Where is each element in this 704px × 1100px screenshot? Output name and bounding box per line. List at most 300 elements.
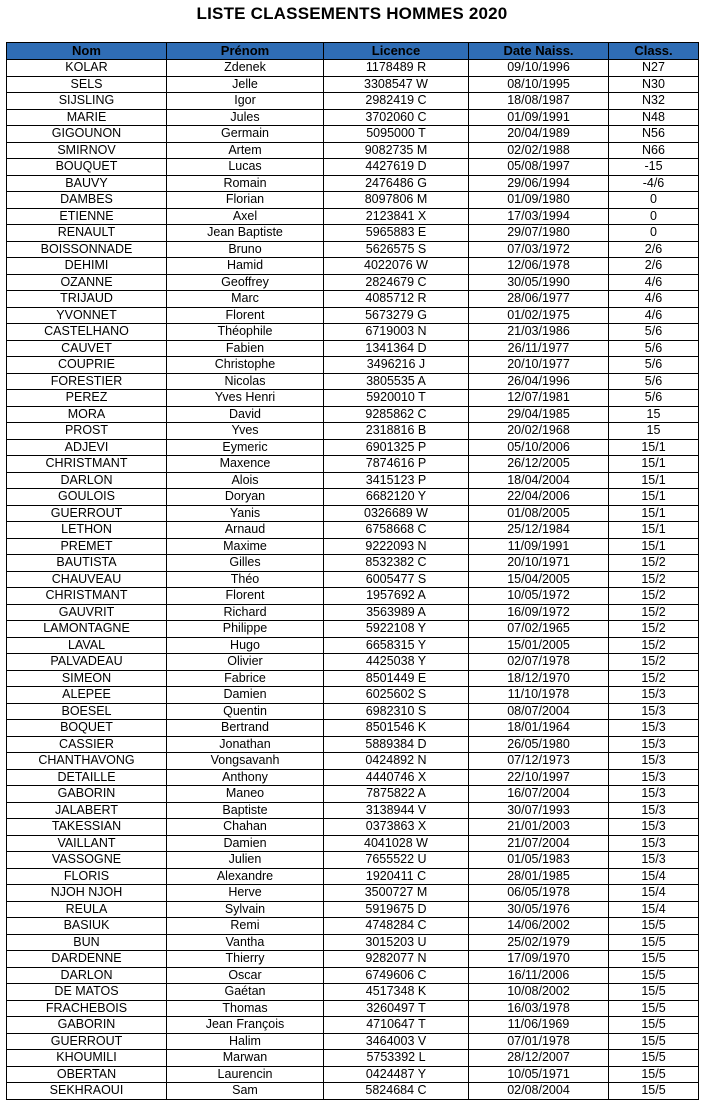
cell-nom: GABORIN — [7, 1017, 167, 1034]
cell-licence: 8097806 M — [324, 192, 469, 209]
table-row — [7, 192, 699, 209]
cell-prenom: Hugo — [167, 637, 324, 654]
column-header-licence: Licence — [324, 43, 469, 60]
table-row — [7, 835, 699, 852]
table-row — [7, 819, 699, 836]
cell-nom: KHOUMILI — [7, 1050, 167, 1067]
cell-prenom: Igor — [167, 93, 324, 110]
cell-classement: 15 — [609, 406, 699, 423]
cell-classement: N48 — [609, 109, 699, 126]
cell-date-naissance: 07/03/1972 — [469, 241, 609, 258]
cell-date-naissance: 15/01/2005 — [469, 637, 609, 654]
cell-prenom: Damien — [167, 835, 324, 852]
cell-nom: FRACHEBOIS — [7, 1000, 167, 1017]
cell-licence: 4022076 W — [324, 258, 469, 275]
table-row — [7, 159, 699, 176]
table-row — [7, 703, 699, 720]
cell-prenom: Thierry — [167, 951, 324, 968]
cell-classement: N66 — [609, 142, 699, 159]
table-row — [7, 720, 699, 737]
cell-classement: 4/6 — [609, 291, 699, 308]
cell-licence: 5922108 Y — [324, 621, 469, 638]
cell-licence: 5965883 E — [324, 225, 469, 242]
cell-nom: FORESTIER — [7, 373, 167, 390]
cell-nom: ADJEVI — [7, 439, 167, 456]
cell-licence: 7655522 U — [324, 852, 469, 869]
table-row — [7, 126, 699, 143]
cell-prenom: Yves Henri — [167, 390, 324, 407]
cell-nom: CASTELHANO — [7, 324, 167, 341]
table-row — [7, 753, 699, 770]
cell-nom: GIGOUNON — [7, 126, 167, 143]
cell-prenom: Yves — [167, 423, 324, 440]
cell-prenom: Fabrice — [167, 670, 324, 687]
cell-date-naissance: 07/12/1973 — [469, 753, 609, 770]
cell-date-naissance: 09/10/1996 — [469, 60, 609, 77]
cell-nom: GABORIN — [7, 786, 167, 803]
cell-classement: 15/3 — [609, 819, 699, 836]
cell-date-naissance: 29/07/1980 — [469, 225, 609, 242]
cell-date-naissance: 17/09/1970 — [469, 951, 609, 968]
table-row — [7, 489, 699, 506]
cell-prenom: Remi — [167, 918, 324, 935]
cell-date-naissance: 28/12/2007 — [469, 1050, 609, 1067]
cell-prenom: Florian — [167, 192, 324, 209]
cell-date-naissance: 01/09/1991 — [469, 109, 609, 126]
cell-classement: 5/6 — [609, 390, 699, 407]
table-row — [7, 258, 699, 275]
cell-licence: 4748284 C — [324, 918, 469, 935]
cell-date-naissance: 16/03/1978 — [469, 1000, 609, 1017]
table-row — [7, 456, 699, 473]
cell-classement: 15/5 — [609, 1050, 699, 1067]
cell-nom: TAKESSIAN — [7, 819, 167, 836]
table-row — [7, 885, 699, 902]
cell-nom: LAMONTAGNE — [7, 621, 167, 638]
table-row — [7, 208, 699, 225]
cell-nom: PALVADEAU — [7, 654, 167, 671]
cell-licence: 4425038 Y — [324, 654, 469, 671]
cell-date-naissance: 14/06/2002 — [469, 918, 609, 935]
table-row — [7, 1050, 699, 1067]
cell-nom: PREMET — [7, 538, 167, 555]
cell-nom: MARIE — [7, 109, 167, 126]
cell-date-naissance: 18/01/1964 — [469, 720, 609, 737]
cell-prenom: Maneo — [167, 786, 324, 803]
table-row — [7, 852, 699, 869]
cell-date-naissance: 26/12/2005 — [469, 456, 609, 473]
cell-date-naissance: 29/04/1985 — [469, 406, 609, 423]
cell-prenom: Quentin — [167, 703, 324, 720]
table-row — [7, 934, 699, 951]
cell-prenom: Jean Baptiste — [167, 225, 324, 242]
table-row — [7, 324, 699, 341]
column-header-nom: Nom — [7, 43, 167, 60]
cell-classement: N56 — [609, 126, 699, 143]
cell-nom: ALEPEE — [7, 687, 167, 704]
cell-classement: 15/4 — [609, 885, 699, 902]
cell-nom: PEREZ — [7, 390, 167, 407]
cell-nom: BOESEL — [7, 703, 167, 720]
cell-licence: 9082735 M — [324, 142, 469, 159]
cell-classement: 15/5 — [609, 1083, 699, 1100]
table-row — [7, 1083, 699, 1100]
cell-licence: 3563989 A — [324, 604, 469, 621]
cell-date-naissance: 26/11/1977 — [469, 340, 609, 357]
cell-prenom: Julien — [167, 852, 324, 869]
cell-licence: 6682120 Y — [324, 489, 469, 506]
cell-date-naissance: 18/12/1970 — [469, 670, 609, 687]
cell-prenom: Baptiste — [167, 802, 324, 819]
cell-date-naissance: 15/04/2005 — [469, 571, 609, 588]
cell-classement: 15/3 — [609, 703, 699, 720]
cell-licence: 0424892 N — [324, 753, 469, 770]
cell-date-naissance: 07/02/1965 — [469, 621, 609, 638]
cell-nom: REULA — [7, 901, 167, 918]
table-row — [7, 241, 699, 258]
cell-date-naissance: 16/09/1972 — [469, 604, 609, 621]
cell-prenom: Axel — [167, 208, 324, 225]
table-row — [7, 670, 699, 687]
cell-classement: 5/6 — [609, 357, 699, 374]
cell-nom: BAUTISTA — [7, 555, 167, 572]
cell-prenom: Chahan — [167, 819, 324, 836]
cell-prenom: Olivier — [167, 654, 324, 671]
cell-licence: 0373863 X — [324, 819, 469, 836]
cell-nom: ETIENNE — [7, 208, 167, 225]
cell-classement: 15/5 — [609, 1000, 699, 1017]
cell-nom: MORA — [7, 406, 167, 423]
cell-licence: 6758668 C — [324, 522, 469, 539]
cell-date-naissance: 12/07/1981 — [469, 390, 609, 407]
cell-licence: 9282077 N — [324, 951, 469, 968]
cell-licence: 1957692 A — [324, 588, 469, 605]
cell-date-naissance: 26/05/1980 — [469, 736, 609, 753]
table-row — [7, 654, 699, 671]
table-row — [7, 555, 699, 572]
cell-classement: 15/1 — [609, 472, 699, 489]
cell-prenom: David — [167, 406, 324, 423]
table-row — [7, 423, 699, 440]
cell-prenom: Richard — [167, 604, 324, 621]
cell-date-naissance: 30/05/1990 — [469, 274, 609, 291]
cell-date-naissance: 28/06/1977 — [469, 291, 609, 308]
cell-nom: SEKHRAOUI — [7, 1083, 167, 1100]
cell-licence: 4427619 D — [324, 159, 469, 176]
cell-classement: 15/5 — [609, 1066, 699, 1083]
cell-licence: 3702060 C — [324, 109, 469, 126]
cell-classement: 15/2 — [609, 621, 699, 638]
cell-classement: 2/6 — [609, 258, 699, 275]
cell-date-naissance: 22/10/1997 — [469, 769, 609, 786]
cell-nom: VASSOGNE — [7, 852, 167, 869]
table-row — [7, 802, 699, 819]
cell-classement: 15/5 — [609, 1033, 699, 1050]
cell-licence: 1341364 D — [324, 340, 469, 357]
cell-nom: SMIRNOV — [7, 142, 167, 159]
table-row — [7, 621, 699, 638]
cell-licence: 6005477 S — [324, 571, 469, 588]
cell-classement: 15/5 — [609, 1017, 699, 1034]
cell-nom: BAUVY — [7, 175, 167, 192]
table-row — [7, 769, 699, 786]
cell-date-naissance: 26/04/1996 — [469, 373, 609, 390]
cell-date-naissance: 02/08/2004 — [469, 1083, 609, 1100]
cell-date-naissance: 01/05/1983 — [469, 852, 609, 869]
cell-date-naissance: 01/08/2005 — [469, 505, 609, 522]
cell-prenom: Marwan — [167, 1050, 324, 1067]
cell-date-naissance: 05/10/2006 — [469, 439, 609, 456]
cell-prenom: Vantha — [167, 934, 324, 951]
cell-nom: CASSIER — [7, 736, 167, 753]
cell-date-naissance: 08/10/1995 — [469, 76, 609, 93]
cell-classement: 15/2 — [609, 555, 699, 572]
cell-classement: 15/3 — [609, 720, 699, 737]
cell-licence: 4710647 T — [324, 1017, 469, 1034]
table-row — [7, 967, 699, 984]
cell-licence: 2123841 X — [324, 208, 469, 225]
cell-nom: BOQUET — [7, 720, 167, 737]
cell-licence: 2824679 C — [324, 274, 469, 291]
cell-classement: 5/6 — [609, 340, 699, 357]
table-row — [7, 60, 699, 77]
cell-prenom: Maxime — [167, 538, 324, 555]
cell-classement: 5/6 — [609, 324, 699, 341]
cell-classement: 15/1 — [609, 456, 699, 473]
cell-prenom: Oscar — [167, 967, 324, 984]
cell-nom: LAVAL — [7, 637, 167, 654]
cell-licence: 7875822 A — [324, 786, 469, 803]
table-row — [7, 225, 699, 242]
cell-licence: 2476486 G — [324, 175, 469, 192]
cell-classement: 15/5 — [609, 967, 699, 984]
cell-licence: 6658315 Y — [324, 637, 469, 654]
cell-date-naissance: 21/07/2004 — [469, 835, 609, 852]
cell-licence: 4517348 K — [324, 984, 469, 1001]
table-row — [7, 472, 699, 489]
cell-date-naissance: 20/10/1971 — [469, 555, 609, 572]
table-row — [7, 505, 699, 522]
cell-classement: 15/5 — [609, 934, 699, 951]
table-row — [7, 340, 699, 357]
table-row — [7, 109, 699, 126]
cell-prenom: Thomas — [167, 1000, 324, 1017]
cell-nom: BASIUK — [7, 918, 167, 935]
cell-prenom: Laurencin — [167, 1066, 324, 1083]
cell-nom: DARDENNE — [7, 951, 167, 968]
cell-classement: 15/2 — [609, 637, 699, 654]
cell-classement: 2/6 — [609, 241, 699, 258]
cell-prenom: Germain — [167, 126, 324, 143]
table-row — [7, 901, 699, 918]
cell-licence: 5095000 T — [324, 126, 469, 143]
cell-date-naissance: 11/06/1969 — [469, 1017, 609, 1034]
cell-nom: SIJSLING — [7, 93, 167, 110]
cell-prenom: Christophe — [167, 357, 324, 374]
cell-prenom: Geoffrey — [167, 274, 324, 291]
cell-nom: DAMBES — [7, 192, 167, 209]
cell-prenom: Sylvain — [167, 901, 324, 918]
cell-prenom: Zdenek — [167, 60, 324, 77]
cell-nom: BOUQUET — [7, 159, 167, 176]
cell-licence: 5919675 D — [324, 901, 469, 918]
cell-prenom: Théo — [167, 571, 324, 588]
cell-classement: N32 — [609, 93, 699, 110]
cell-licence: 5824684 C — [324, 1083, 469, 1100]
cell-prenom: Alois — [167, 472, 324, 489]
cell-prenom: Herve — [167, 885, 324, 902]
cell-date-naissance: 10/05/1971 — [469, 1066, 609, 1083]
cell-licence: 6025602 S — [324, 687, 469, 704]
cell-nom: KOLAR — [7, 60, 167, 77]
cell-licence: 3496216 J — [324, 357, 469, 374]
cell-classement: 15/4 — [609, 901, 699, 918]
cell-prenom: Yanis — [167, 505, 324, 522]
cell-licence: 3260497 T — [324, 1000, 469, 1017]
cell-date-naissance: 20/10/1977 — [469, 357, 609, 374]
table-row — [7, 984, 699, 1001]
cell-date-naissance: 30/05/1976 — [469, 901, 609, 918]
cell-nom: FLORIS — [7, 868, 167, 885]
cell-date-naissance: 05/08/1997 — [469, 159, 609, 176]
cell-nom: CHANTHAVONG — [7, 753, 167, 770]
cell-classement: 15/1 — [609, 538, 699, 555]
table-row — [7, 868, 699, 885]
cell-nom: PROST — [7, 423, 167, 440]
cell-licence: 6982310 S — [324, 703, 469, 720]
table-row — [7, 918, 699, 935]
cell-licence: 8501546 K — [324, 720, 469, 737]
cell-nom: VAILLANT — [7, 835, 167, 852]
cell-date-naissance: 16/07/2004 — [469, 786, 609, 803]
cell-classement: 15/2 — [609, 571, 699, 588]
cell-nom: CHRISTMANT — [7, 588, 167, 605]
column-header-date-naissance: Date Naiss. — [469, 43, 609, 60]
cell-licence: 4041028 W — [324, 835, 469, 852]
cell-date-naissance: 22/04/2006 — [469, 489, 609, 506]
cell-prenom: Théophile — [167, 324, 324, 341]
cell-nom: BOISSONNADE — [7, 241, 167, 258]
cell-classement: 15/1 — [609, 439, 699, 456]
table-row — [7, 93, 699, 110]
cell-classement: 15/3 — [609, 786, 699, 803]
cell-licence: 6901325 P — [324, 439, 469, 456]
cell-classement: 15/3 — [609, 769, 699, 786]
cell-licence: 0326689 W — [324, 505, 469, 522]
cell-prenom: Maxence — [167, 456, 324, 473]
cell-nom: GAUVRIT — [7, 604, 167, 621]
cell-prenom: Bertrand — [167, 720, 324, 737]
cell-nom: DETAILLE — [7, 769, 167, 786]
cell-prenom: Philippe — [167, 621, 324, 638]
cell-licence: 5626575 S — [324, 241, 469, 258]
table-row — [7, 951, 699, 968]
cell-date-naissance: 02/07/1978 — [469, 654, 609, 671]
cell-classement: 15/4 — [609, 868, 699, 885]
cell-licence: 4440746 X — [324, 769, 469, 786]
cell-date-naissance: 12/06/1978 — [469, 258, 609, 275]
page-title: LISTE CLASSEMENTS HOMMES 2020 — [196, 4, 508, 23]
cell-classement: N27 — [609, 60, 699, 77]
cell-licence: 3464003 V — [324, 1033, 469, 1050]
cell-prenom: Jean François — [167, 1017, 324, 1034]
cell-classement: 15/3 — [609, 852, 699, 869]
cell-nom: OBERTAN — [7, 1066, 167, 1083]
cell-date-naissance: 17/03/1994 — [469, 208, 609, 225]
table-row — [7, 1017, 699, 1034]
table-row — [7, 604, 699, 621]
cell-nom: GOULOIS — [7, 489, 167, 506]
cell-classement: 0 — [609, 225, 699, 242]
table-row — [7, 373, 699, 390]
cell-licence: 5753392 L — [324, 1050, 469, 1067]
table-row — [7, 687, 699, 704]
cell-classement: 15/1 — [609, 505, 699, 522]
cell-classement: 15/3 — [609, 736, 699, 753]
cell-prenom: Eymeric — [167, 439, 324, 456]
column-header-classement: Class. — [609, 43, 699, 60]
cell-classement: 15/3 — [609, 753, 699, 770]
cell-classement: 15/3 — [609, 835, 699, 852]
cell-date-naissance: 28/01/1985 — [469, 868, 609, 885]
table-row — [7, 307, 699, 324]
cell-nom: DARLON — [7, 472, 167, 489]
table-row — [7, 538, 699, 555]
cell-licence: 3415123 P — [324, 472, 469, 489]
cell-date-naissance: 20/04/1989 — [469, 126, 609, 143]
table-row — [7, 1033, 699, 1050]
cell-classement: 15/1 — [609, 522, 699, 539]
cell-date-naissance: 10/08/2002 — [469, 984, 609, 1001]
cell-date-naissance: 16/11/2006 — [469, 967, 609, 984]
cell-classement: -15 — [609, 159, 699, 176]
cell-nom: SELS — [7, 76, 167, 93]
cell-date-naissance: 01/09/1980 — [469, 192, 609, 209]
cell-date-naissance: 11/09/1991 — [469, 538, 609, 555]
cell-prenom: Florent — [167, 588, 324, 605]
cell-classement: 15/3 — [609, 802, 699, 819]
table-row — [7, 76, 699, 93]
cell-licence: 6749606 C — [324, 967, 469, 984]
cell-prenom: Damien — [167, 687, 324, 704]
cell-date-naissance: 18/04/2004 — [469, 472, 609, 489]
cell-date-naissance: 25/12/1984 — [469, 522, 609, 539]
cell-nom: GUERROUT — [7, 1033, 167, 1050]
cell-date-naissance: 08/07/2004 — [469, 703, 609, 720]
cell-licence: 0424487 Y — [324, 1066, 469, 1083]
cell-licence: 3805535 A — [324, 373, 469, 390]
table-row — [7, 274, 699, 291]
cell-prenom: Lucas — [167, 159, 324, 176]
cell-nom: BUN — [7, 934, 167, 951]
cell-licence: 2318816 B — [324, 423, 469, 440]
cell-nom: NJOH NJOH — [7, 885, 167, 902]
cell-classement: N30 — [609, 76, 699, 93]
cell-prenom: Halim — [167, 1033, 324, 1050]
cell-licence: 7874616 P — [324, 456, 469, 473]
cell-nom: COUPRIE — [7, 357, 167, 374]
cell-nom: LETHON — [7, 522, 167, 539]
cell-nom: DEHIMI — [7, 258, 167, 275]
cell-classement: 15/2 — [609, 654, 699, 671]
cell-prenom: Fabien — [167, 340, 324, 357]
cell-licence: 8501449 E — [324, 670, 469, 687]
cell-prenom: Vongsavanh — [167, 753, 324, 770]
table-row — [7, 1066, 699, 1083]
cell-date-naissance: 10/05/1972 — [469, 588, 609, 605]
table-header-row — [7, 43, 699, 60]
cell-nom: DARLON — [7, 967, 167, 984]
